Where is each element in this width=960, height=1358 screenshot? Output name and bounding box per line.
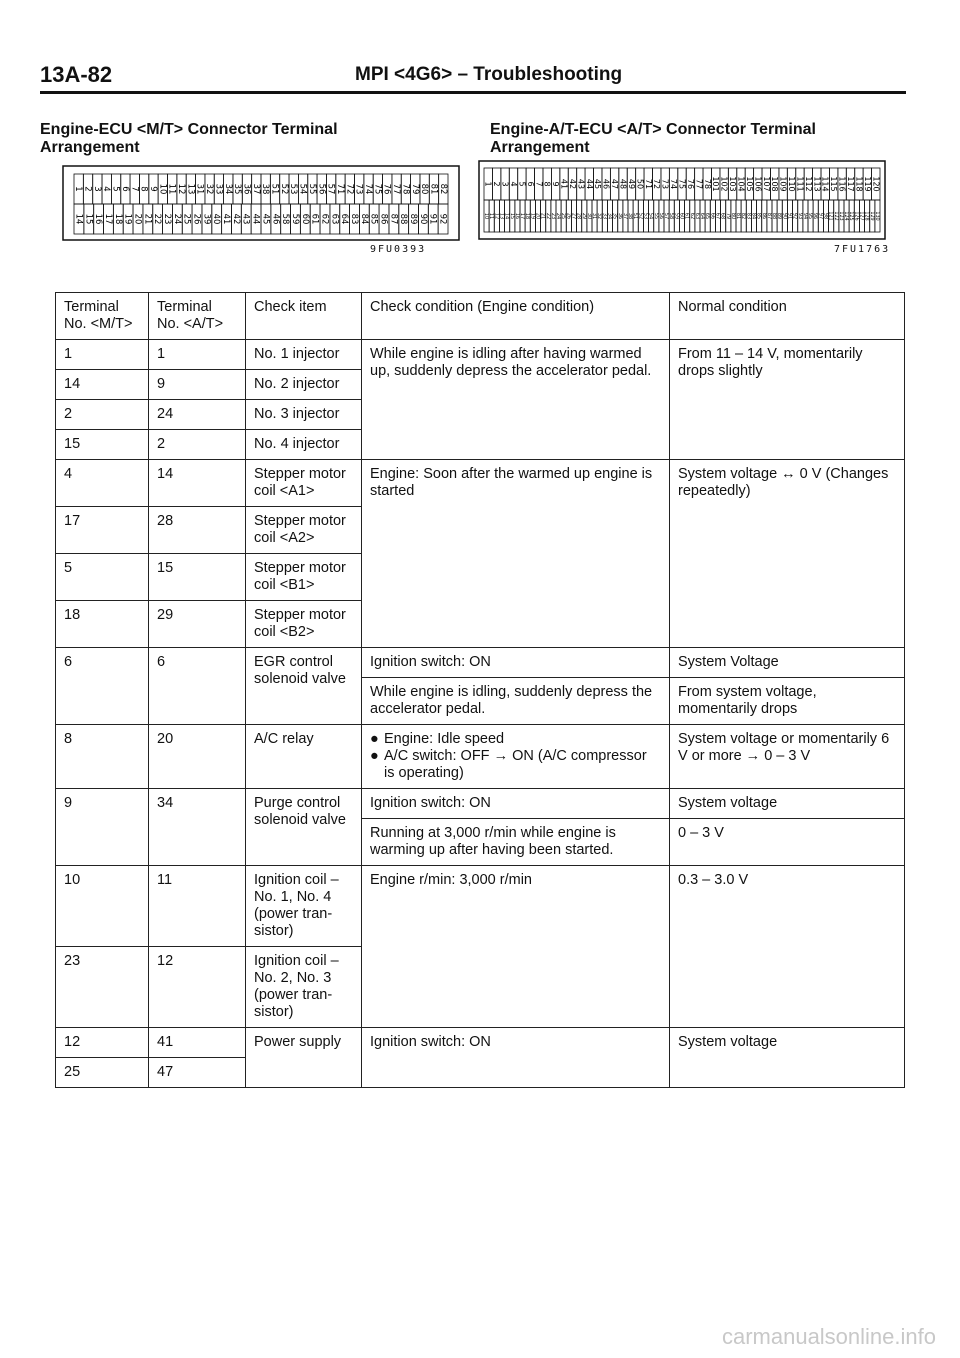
connector-pin-label: 60 xyxy=(299,213,310,225)
connector-pin-label: 49 xyxy=(626,178,636,190)
header-terminal-at: Terminal No. <A/T> xyxy=(149,293,246,340)
cell-condition: Ignition switch: ON xyxy=(362,1028,670,1088)
cell-item: Stepper motor coil <B1> xyxy=(246,554,362,601)
connector-pin-label: 113 xyxy=(812,176,822,192)
connector-pin-label: 12 xyxy=(493,212,500,220)
connector-pin-label: 48 xyxy=(618,178,628,190)
connector-pin-label: 88 xyxy=(771,212,778,220)
cell-item: Purge control solenoid valve xyxy=(246,789,362,866)
connector-pin-label: 85 xyxy=(755,212,762,220)
cell-normal: 0.3 – 3.0 V xyxy=(670,866,905,1028)
bullet-icon: ● xyxy=(370,731,379,747)
connector-pin-label: 15 xyxy=(508,212,515,220)
connector-pin-label: 76 xyxy=(381,183,392,195)
connector-pin-label: 107 xyxy=(761,176,771,192)
connector-pin-label: 79 xyxy=(409,183,420,195)
connector-pin-label: 10 xyxy=(483,212,490,220)
connector-pin-label: 33 xyxy=(213,183,224,195)
cell-item: Stepper motor coil <A1> xyxy=(246,460,362,507)
connector-pin-label: 67 xyxy=(714,212,721,220)
connector-pin-label: 29 xyxy=(580,212,587,220)
connector-pin-label: 110 xyxy=(787,176,797,192)
connector-pin-label: 20 xyxy=(534,212,541,220)
connector-pin-label: 62 xyxy=(688,212,695,220)
cell-normal: From 11 – 14 V, momentarily drops slightly xyxy=(670,340,905,460)
cell-mt: 2 xyxy=(56,400,149,430)
connector-pin-label: 37 xyxy=(250,183,261,195)
connector-pin-label: 73 xyxy=(353,183,364,195)
connector-pin-label: 16 xyxy=(93,213,104,225)
connector-pin-label: 32 xyxy=(204,183,215,195)
connector-pin-label: 4 xyxy=(101,186,112,192)
connector-pin-label: 105 xyxy=(744,176,754,192)
connector-pin-label: 118 xyxy=(854,176,864,192)
connector-pin-label: 82 xyxy=(437,183,448,195)
cell-mt: 15 xyxy=(56,430,149,460)
header-rule xyxy=(40,91,906,94)
connector-pin-label: 46 xyxy=(270,213,281,225)
connector-pin-label: 56 xyxy=(316,183,327,195)
right-connector-diagram xyxy=(478,160,888,242)
connector-pin-label: 6 xyxy=(525,181,535,187)
connector-pin-label: 61 xyxy=(683,212,690,220)
cell-item: No. 3 injector xyxy=(246,400,362,430)
connector-pin-label: 72 xyxy=(652,178,662,190)
connector-pin-label: 128 xyxy=(863,211,870,221)
right-connector-title: Engine-A/T-ECU <A/T> Connector Terminal Arrangement xyxy=(490,121,816,156)
connector-pin-label: 2 xyxy=(492,181,502,187)
connector-pin-label: 108 xyxy=(770,176,780,192)
connector-pin-label: 1 xyxy=(73,186,84,192)
connector-pin-label: 80 xyxy=(729,212,736,220)
connector-pin-label: 57 xyxy=(325,183,336,195)
cell-mt: 9 xyxy=(56,789,149,866)
connector-pin-label: 129 xyxy=(868,211,875,221)
connector-pin-label: 97 xyxy=(817,212,824,220)
table-row xyxy=(56,1028,905,1058)
connector-pin-label: 22 xyxy=(152,213,163,225)
connector-pin-label: 47 xyxy=(610,178,620,190)
connector-pin-label: 81 xyxy=(428,183,439,195)
connector-pin-label: 78 xyxy=(400,183,411,195)
connector-pin-label: 122 xyxy=(832,211,839,221)
connector-pin-label: 53 xyxy=(288,183,299,195)
connector-pin-label: 44 xyxy=(584,178,594,190)
connector-pin-label: 22 xyxy=(544,212,551,220)
connector-pin-label: 125 xyxy=(848,211,855,221)
cell-normal: System Voltage xyxy=(670,648,905,678)
cell-condition: Running at 3,000 r/min while engine is warming up after having been started. xyxy=(362,819,670,866)
connector-pin-label: 61 xyxy=(309,213,320,225)
cell-item: EGR control solenoid valve xyxy=(246,648,362,725)
connector-pin-label: 86 xyxy=(760,212,767,220)
connector-pin-label: 20 xyxy=(132,213,143,225)
connector-pin-label: 114 xyxy=(820,176,830,192)
connector-pin-label: 95 xyxy=(807,212,814,220)
cell-at: 15 xyxy=(149,554,246,601)
cell-condition: While engine is idling, suddenly depress the accelerator pedal. xyxy=(362,678,670,725)
connector-pin-label: 91 xyxy=(427,213,438,225)
connector-pin-label: 28 xyxy=(575,212,582,220)
connector-pin-label: 62 xyxy=(319,213,330,225)
connector-pin-label: 104 xyxy=(736,176,746,192)
connector-pin-label: 90 xyxy=(417,213,428,225)
connector-pin-label: 101 xyxy=(711,176,721,192)
bullet-item: ● A/C switch: OFF → ON (A/C compressor is operating) xyxy=(370,748,647,781)
connector-pin-label: 11 xyxy=(488,212,495,220)
connector-pin-label: 84 xyxy=(750,212,757,220)
connector-pin-label: 13 xyxy=(185,183,196,195)
connector-pin-label: 106 xyxy=(753,176,763,192)
connector-pin-label: 23 xyxy=(549,212,556,220)
connector-pin-label: 80 xyxy=(419,183,430,195)
connector-pin-label: 2 xyxy=(82,186,93,192)
table-header-row xyxy=(56,293,905,340)
connector-pin-label: 24 xyxy=(171,213,182,225)
cell-normal: System voltage ↔ 0 V (Changes repeatedly) xyxy=(670,460,905,648)
connector-pin-label: 31 xyxy=(194,183,205,195)
connector-pin-label: 64 xyxy=(699,212,706,220)
connector-pin-label: 94 xyxy=(801,212,808,220)
connector-pin-label: 90 xyxy=(781,212,788,220)
connector-pin-label: 19 xyxy=(122,213,133,225)
connector-pin-label: 59 xyxy=(289,213,300,225)
connector-pin-label: 89 xyxy=(776,212,783,220)
connector-pin-label: 93 xyxy=(796,212,803,220)
connector-pin-label: 52 xyxy=(278,183,289,195)
connector-pin-label: 66 xyxy=(709,212,716,220)
cell-condition: Engine: Soon after the warmed up engine is started xyxy=(362,460,670,648)
connector-pin-label: 71 xyxy=(334,183,345,195)
connector-pin-label: 17 xyxy=(519,212,526,220)
connector-pin-label: 26 xyxy=(191,213,202,225)
connector-pin-label: 63 xyxy=(329,213,340,225)
cell-normal: System voltage xyxy=(670,789,905,819)
connector-pin-label: 81 xyxy=(735,212,742,220)
cell-mt: 17 xyxy=(56,507,149,554)
cell-mt: 25 xyxy=(56,1058,149,1088)
connector-pin-label: 64 xyxy=(339,213,350,225)
connector-pin-label: 92 xyxy=(791,212,798,220)
cell-mt: 14 xyxy=(56,370,149,400)
cell-item: Stepper motor coil <B2> xyxy=(246,601,362,648)
connector-pin-label: 34 xyxy=(606,212,613,220)
cell-at: 34 xyxy=(149,789,246,866)
connector-pin-label: 31 xyxy=(591,212,598,220)
cell-mt: 6 xyxy=(56,648,149,725)
header-terminal-mt: Terminal No. <M/T> xyxy=(56,293,149,340)
connector-pin-label: 8 xyxy=(138,186,149,192)
connector-pin-label: 92 xyxy=(437,213,448,225)
cell-condition: Engine r/min: 3,000 r/min xyxy=(362,866,670,1028)
connector-pin-label: 41 xyxy=(559,178,569,190)
cell-condition: Ignition switch: ON xyxy=(362,648,670,678)
cell-at: 1 xyxy=(149,340,246,370)
connector-pin-label: 11 xyxy=(166,183,177,195)
connector-pin-label: 41 xyxy=(221,213,232,225)
connector-pin-label: 75 xyxy=(677,178,687,190)
connector-pin-label: 50 xyxy=(635,178,645,190)
connector-pin-label: 3 xyxy=(91,186,102,192)
connector-pin-label: 46 xyxy=(601,178,611,190)
connector-pin-label: 56 xyxy=(657,212,664,220)
table-row xyxy=(56,725,905,789)
connector-pin-label: 42 xyxy=(230,213,241,225)
cell-item: Stepper motor coil <A2> xyxy=(246,507,362,554)
right-connector-code: 7FU1763 xyxy=(834,244,891,255)
cell-item: Ignition coil – No. 1, No. 4 (power tran-sistor) xyxy=(246,866,362,947)
cell-item: A/C relay xyxy=(246,725,362,789)
connector-pin-label: 55 xyxy=(306,183,317,195)
connector-pin-label: 42 xyxy=(567,178,577,190)
connector-pin-label: 63 xyxy=(693,212,700,220)
connector-pin-label: 35 xyxy=(232,183,243,195)
left-connector-code: 9FU0393 xyxy=(370,244,427,255)
connector-pin-label: 25 xyxy=(560,212,567,220)
cell-mt: 5 xyxy=(56,554,149,601)
cell-at: 41 xyxy=(149,1028,246,1058)
connector-pin-label: 10 xyxy=(157,183,168,195)
cell-mt: 10 xyxy=(56,866,149,947)
page-number: 13A-82 xyxy=(40,62,113,87)
connector-pin-label: 65 xyxy=(704,212,711,220)
cell-mt: 1 xyxy=(56,340,149,370)
cell-normal: System voltage or momentarily 6 V or more → 0 – 3 V xyxy=(670,725,905,789)
connector-pin-label: 68 xyxy=(719,212,726,220)
connector-pin-label: 14 xyxy=(73,213,84,225)
connector-pin-label: 55 xyxy=(652,212,659,220)
cell-at: 11 xyxy=(149,866,246,947)
connector-pin-label: 3 xyxy=(500,181,510,187)
connector-pin-label: 54 xyxy=(297,183,308,195)
table-row xyxy=(56,866,905,947)
page-title: MPI <4G6> – Troubleshooting xyxy=(355,64,623,85)
header-check-item: Check item xyxy=(246,293,362,340)
connector-pin-label: 36 xyxy=(616,212,623,220)
connector-pin-label: 26 xyxy=(565,212,572,220)
connector-pin-label: 87 xyxy=(388,213,399,225)
connector-pin-label: 5 xyxy=(517,181,527,187)
connector-pin-label: 89 xyxy=(408,213,419,225)
connector-pin-label: 116 xyxy=(837,176,847,192)
table-row xyxy=(56,789,905,819)
connector-pin-label: 123 xyxy=(837,211,844,221)
cell-at: 12 xyxy=(149,947,246,1028)
connector-pin-label: 18 xyxy=(112,213,123,225)
connector-pin-label: 51 xyxy=(632,212,639,220)
connector-pin-label: 83 xyxy=(349,213,359,225)
connector-pin-label: 37 xyxy=(621,212,628,220)
cell-mt: 18 xyxy=(56,601,149,648)
connector-pin-label: 117 xyxy=(846,176,856,192)
cell-mt: 12 xyxy=(56,1028,149,1058)
connector-pin-label: 84 xyxy=(358,213,369,225)
connector-pin-label: 43 xyxy=(240,213,251,225)
connector-pin-label: 73 xyxy=(660,178,670,190)
connector-pin-label: 96 xyxy=(812,212,819,220)
connector-pin-label: 130 xyxy=(873,211,880,221)
connector-pin-label: 58 xyxy=(280,213,291,225)
connector-pin-label: 9 xyxy=(147,186,158,192)
connector-pin-label: 4 xyxy=(508,181,518,187)
cell-normal: From system voltage, momentarily drops xyxy=(670,678,905,725)
connector-pin-label: 19 xyxy=(529,212,536,220)
connector-pin-label: 83 xyxy=(745,212,752,220)
connector-pin-label: 74 xyxy=(363,183,374,195)
connector-pin-label: 45 xyxy=(260,213,271,225)
connector-pin-label: 76 xyxy=(685,178,695,190)
connector-pin-label: 38 xyxy=(260,183,271,195)
connector-pin-label: 21 xyxy=(142,213,153,225)
connector-pin-label: 16 xyxy=(513,212,520,220)
terminal-check-table xyxy=(55,292,905,1088)
connector-pin-label: 71 xyxy=(643,178,653,190)
cell-mt: 4 xyxy=(56,460,149,507)
cell-item: Power supply xyxy=(246,1028,362,1088)
header-normal-condition: Normal condition xyxy=(670,293,905,340)
connector-pin-label: 86 xyxy=(378,213,389,225)
connector-pin-label: 9 xyxy=(551,181,561,187)
connector-pin-label: 7 xyxy=(129,186,140,192)
connector-pin-label: 17 xyxy=(102,213,113,225)
connector-pin-label: 58 xyxy=(668,212,675,220)
connector-pin-label: 52 xyxy=(637,212,644,220)
connector-pin-label: 53 xyxy=(642,212,649,220)
connector-pin-label: 1 xyxy=(483,181,493,187)
cell-at: 29 xyxy=(149,601,246,648)
cell-at: 47 xyxy=(149,1058,246,1088)
connector-pin-label: 127 xyxy=(858,211,865,221)
connector-pin-label: 85 xyxy=(368,213,379,225)
connector-pin-label: 18 xyxy=(524,212,531,220)
cell-at: 24 xyxy=(149,400,246,430)
connector-pin-label: 15 xyxy=(83,213,94,225)
connector-pin-label: 24 xyxy=(555,212,562,220)
cell-at: 6 xyxy=(149,648,246,725)
page-header xyxy=(40,62,906,86)
connector-pin-label: 35 xyxy=(611,212,618,220)
cell-condition: While engine is idling after having warmed up, suddenly depress the accelerator pedal. xyxy=(362,340,670,460)
connector-pin-label: 87 xyxy=(765,212,772,220)
connector-pin-label: 12 xyxy=(176,183,187,195)
cell-at: 9 xyxy=(149,370,246,400)
cell-item: Ignition coil – No. 2, No. 3 (power tran-sistor) xyxy=(246,947,362,1028)
connector-pin-label: 115 xyxy=(829,176,839,192)
connector-pin-label: 7 xyxy=(534,181,544,187)
connector-pin-label: 14 xyxy=(503,212,510,220)
connector-pin-label: 25 xyxy=(181,213,192,225)
cell-item: No. 4 injector xyxy=(246,430,362,460)
connector-pin-label: 102 xyxy=(719,176,729,192)
cell-mt: 8 xyxy=(56,725,149,789)
connector-pin-label: 60 xyxy=(678,212,685,220)
connector-pin-label: 44 xyxy=(250,213,261,225)
connector-pin-label: 77 xyxy=(694,178,704,190)
bullet-item: ● Engine: Idle speed xyxy=(370,731,505,747)
connector-pin-label: 111 xyxy=(795,176,805,192)
connector-pin-label: 8 xyxy=(542,181,552,187)
connector-pin-label: 121 xyxy=(827,211,834,221)
connector-pin-label: 75 xyxy=(372,183,383,195)
connector-pin-label: 98 xyxy=(822,212,829,220)
cell-normal: 0 – 3 V xyxy=(670,819,905,866)
cell-item: No. 2 injector xyxy=(246,370,362,400)
connector-pin-label: 21 xyxy=(539,212,546,220)
connector-pin-label: 13 xyxy=(498,212,505,220)
connector-pin-label: 5 xyxy=(110,186,121,192)
connector-pin-label: 124 xyxy=(843,211,850,221)
connector-pin-label: 30 xyxy=(585,212,592,220)
connector-pin-label: 32 xyxy=(596,212,603,220)
connector-pin-label: 23 xyxy=(162,213,172,225)
connector-pin-label: 57 xyxy=(663,212,670,220)
table-row xyxy=(56,460,905,507)
cell-mt: 23 xyxy=(56,947,149,1028)
connector-pin-label: 91 xyxy=(786,212,793,220)
connector-pin-label: 119 xyxy=(862,176,872,192)
bullet-icon: ● xyxy=(370,748,379,764)
table-row xyxy=(56,340,905,370)
left-connector-diagram xyxy=(62,160,462,242)
connector-pin-label: 43 xyxy=(576,178,586,190)
connector-pin-label: 126 xyxy=(853,211,860,221)
cell-at: 2 xyxy=(149,430,246,460)
connector-pin-label: 120 xyxy=(871,176,881,192)
cell-at: 20 xyxy=(149,725,246,789)
header-check-condition: Check condition (Engine condition) xyxy=(362,293,670,340)
connector-pin-label: 82 xyxy=(740,212,747,220)
connector-pin-label: 45 xyxy=(593,178,603,190)
connector-pin-label: 54 xyxy=(647,212,654,220)
cell-item: No. 1 injector xyxy=(246,340,362,370)
connector-pin-label: 78 xyxy=(702,178,712,190)
cell-at: 28 xyxy=(149,507,246,554)
connector-pin-label: 36 xyxy=(241,183,252,195)
connector-pin-label: 77 xyxy=(391,183,402,195)
cell-at: 14 xyxy=(149,460,246,507)
connector-pin-label: 34 xyxy=(222,183,233,195)
connector-pin-label: 33 xyxy=(601,212,608,220)
connector-pin-label: 103 xyxy=(728,176,738,192)
left-connector-title: Engine-ECU <M/T> Connector Terminal Arrangement xyxy=(40,121,338,156)
connector-pin-label: 74 xyxy=(669,178,679,190)
connector-pin-label: 79 xyxy=(724,212,731,220)
connector-pin-label: 59 xyxy=(673,212,680,220)
watermark: carmanualsonline.info xyxy=(721,1324,936,1349)
connector-pin-label: 27 xyxy=(570,212,577,220)
cell-condition xyxy=(362,725,670,789)
connector-pin-label: 72 xyxy=(344,183,355,195)
connector-pin-label: 112 xyxy=(803,176,813,192)
connector-pin-label: 6 xyxy=(119,186,130,192)
connector-pin-label: 51 xyxy=(269,183,280,195)
connector-pin-label: 40 xyxy=(211,213,222,225)
connector-pin-label: 109 xyxy=(778,176,788,192)
connector-pin-label: 38 xyxy=(627,212,634,220)
table-row xyxy=(56,648,905,678)
cell-condition: Ignition switch: ON xyxy=(362,789,670,819)
connector-pin-label: 88 xyxy=(398,213,409,225)
connector-pin-label: 39 xyxy=(201,213,212,225)
cell-normal: System voltage xyxy=(670,1028,905,1088)
